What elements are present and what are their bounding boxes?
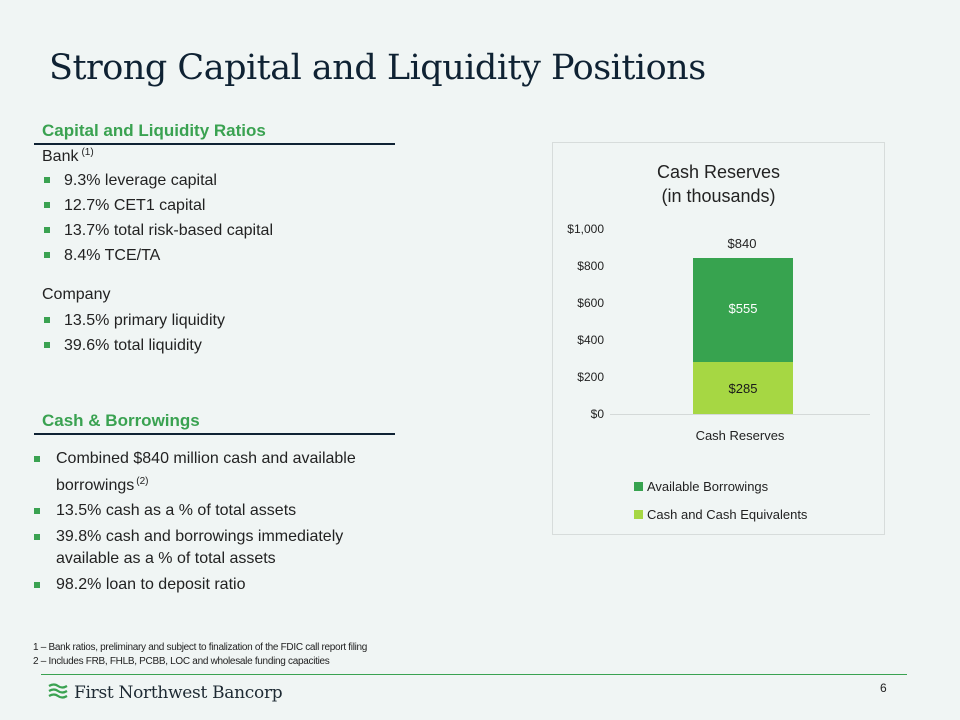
legend-item-available-borrowings: Available Borrowings [634, 479, 768, 494]
list-item: Combined $840 million cash and available borrowings $^{(2)}$ [34, 448, 384, 497]
y-tick: $200 [577, 370, 604, 384]
bar-available-borrowings [693, 258, 793, 362]
cash-borrowings-heading: Cash & Borrowings [42, 411, 200, 430]
page-title: Strong Capital and Liquidity Positions [49, 48, 706, 88]
company-label: Company [42, 286, 111, 303]
section-divider [34, 433, 395, 435]
list-item: 39.8% cash and borrowings immediately available as a % of total assets [34, 526, 384, 571]
chart-subtitle: (in thousands) [661, 186, 776, 206]
list-item: 39.6% total liquidity [42, 333, 225, 358]
page-number: 6 [880, 681, 887, 695]
y-tick: $800 [577, 259, 604, 273]
legend-swatch [634, 482, 643, 491]
y-tick: $0 [590, 407, 604, 421]
legend-item-cash-equivalents: Cash and Cash Equivalents [634, 507, 807, 522]
list-item: 9.3% leverage capital [42, 168, 273, 193]
legend-swatch [634, 510, 643, 519]
cash-reserves-chart [552, 142, 885, 535]
footnote-ref: (1) [81, 147, 94, 158]
bar-value-label: $555 [728, 301, 758, 316]
capital-ratios-heading: Capital and Liquidity Ratios [42, 121, 266, 140]
list-item: 8.4% TCE/TA [42, 243, 273, 268]
list-item: 13.5% cash as a % of total assets [34, 500, 384, 523]
list-item: 13.5% primary liquidity [42, 308, 225, 333]
list-item: 13.7% total risk-based capital [42, 218, 273, 243]
bank-label-text: Bank [42, 148, 79, 165]
chart-title: Cash Reserves [656, 162, 781, 182]
company-ratios-list [42, 308, 225, 358]
bar-value-label: $285 [728, 381, 758, 396]
x-category-label: Cash Reserves [695, 428, 785, 443]
footer-divider [41, 674, 907, 675]
section-divider [34, 143, 395, 145]
list-item: 12.7% CET1 capital [42, 193, 273, 218]
cash-borrowings-list [34, 448, 384, 599]
company-logo [48, 680, 282, 706]
footnote-1: 1 – Bank ratios, preliminary and subject to finalization of the FDIC call report filing [33, 642, 368, 653]
bar-cash-equivalents [693, 362, 793, 414]
x-axis [610, 414, 870, 415]
bank-label [42, 147, 94, 166]
bank-ratios-list [42, 168, 273, 268]
y-tick: $400 [577, 333, 604, 347]
footnote-2: 2 – Includes FRB, FHLB, PCBB, LOC and wholesale funding capacities [33, 656, 330, 667]
y-tick: $1,000 [567, 222, 604, 236]
wave-stripes-icon [48, 683, 68, 704]
company-name: First Northwest Bancorp [74, 683, 283, 703]
list-item: 98.2% loan to deposit ratio [34, 574, 384, 597]
bar-total-label: $840 [727, 236, 757, 251]
y-tick: $600 [577, 296, 604, 310]
footnote-ref: (2) [136, 475, 149, 487]
